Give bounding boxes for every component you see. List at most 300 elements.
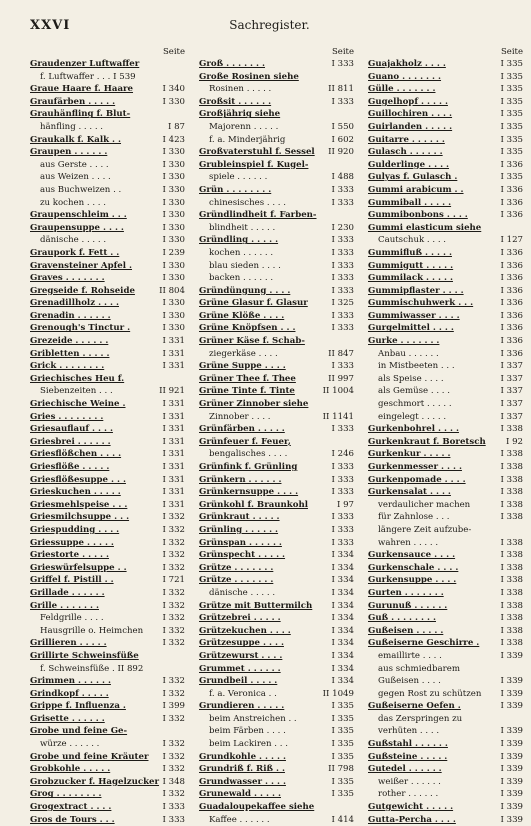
entry-page-ref: I 333 [162,802,185,813]
index-entry [199,121,354,134]
entry-term: Gurkenmesser . . . . [368,462,462,472]
entry-page-ref: I 332 [162,789,185,800]
index-entry [199,637,354,650]
entry-page-ref: I 336 [500,260,523,271]
entry-term: Grützekuchen . . . . [199,625,291,636]
entry-page-ref: I 331 [162,348,185,359]
entry-term: Grütze mit Buttermilch [199,600,313,611]
index-entry [199,108,354,121]
entry-term: Grenadin . . . . . . [30,310,111,321]
entry-page-ref: I 330 [162,273,185,284]
entry-page-ref: I 335 [500,134,523,145]
entry-page-ref: I 339 [500,802,523,813]
entry-page-ref: I 721 [162,575,185,586]
index-entry [368,688,523,701]
entry-page-ref: I 338 [500,575,523,586]
index-entry [30,537,185,550]
entry-term: Grün . . . . . . . . [199,184,272,195]
entry-term: wahren . . . . . [378,537,439,548]
entry-page-ref: I 339 [500,701,523,712]
entry-term: Griesauflauf . . . . [30,424,113,435]
entry-page-ref: I 330 [162,310,185,321]
entry-page-ref: I 332 [162,638,185,649]
index-entry [30,184,185,197]
entry-page-ref: I 332 [162,713,185,724]
index-entry [199,171,354,184]
entry-page-ref: I 550 [331,121,354,132]
entry-page-ref: I 337 [500,399,523,410]
entry-term: Gurkenschale . . . . [368,562,459,573]
entry-term: f. Luftwaffer . . . I 539 [40,71,136,82]
entry-page-ref: II 1141 [322,411,354,422]
entry-page-ref: I 338 [500,537,523,548]
entry-page-ref: I 127 [500,235,523,246]
entry-page-ref: I 339 [500,726,523,737]
entry-term: Gurunuß . . . . . . [368,600,448,611]
entry-page-ref: I 334 [331,562,354,573]
entry-term: Majorenn . . . . . [209,121,279,132]
entry-term: in Mistbeeten . . . [378,361,455,372]
entry-page-ref: II 997 [328,373,354,384]
entry-term: ziegerkäse . . . . [209,348,278,359]
entry-term: verhüten . . . . [378,726,440,737]
entry-term: Grobkohle . . . . . [30,764,111,775]
index-entry [368,83,523,96]
entry-page-ref: I 336 [500,298,523,309]
index-entry [199,348,354,361]
entry-page-ref: I 330 [162,298,185,309]
index-entry [30,474,185,487]
entry-page-ref: I 334 [331,650,354,661]
entry-term: Rosinen . . . . . [209,84,272,95]
index-entry [30,297,185,310]
entry-page-ref: I 335 [500,96,523,107]
entry-term: Grützebrei . . . . . [199,613,281,624]
entry-page-ref: I 335 [331,739,354,750]
entry-page-ref: I 330 [162,222,185,233]
index-entry [199,247,354,260]
entry-term: Gribletten . . . . . [30,348,110,359]
entry-term: Griesflöße . . . . . [30,462,110,472]
entry-term: Grüner Thee f. Thee [199,373,296,384]
index-entry [30,600,185,613]
index-entry [199,499,354,512]
entry-page-ref: I 339 [500,814,523,825]
entry-term: Grünfink f. Grünling [199,462,298,472]
index-entry [199,562,354,575]
entry-term: Gülle . . . . . . . [368,84,436,95]
entry-term: geschmort . . . . . [378,399,452,410]
entry-term: Grütze . . . . . . . [199,562,274,573]
entry-term: beim Anstreichen . . [209,713,297,724]
entry-page-ref: I 333 [331,512,354,523]
index-entry [368,751,523,764]
seite-label: Seite [162,47,185,57]
index-entry [199,58,354,71]
entry-term: längere Zeit aufzube- [378,524,472,535]
entry-term: Gurgelmittel . . . . [368,323,454,334]
index-entry [368,335,523,348]
entry-term: Cautschuk . . . . [378,235,447,246]
entry-term: Griesmilchsuppe . . . [30,512,130,523]
entry-term: Gurke . . . . . . . [368,336,440,347]
index-entry [30,360,185,373]
entry-term: Gummipflaster . . . . [368,285,464,296]
entry-page-ref: I 331 [162,487,185,498]
entry-term: Grobzucker f. Hagelzucker [30,776,160,787]
entry-term: Guirlanden . . . . . [368,121,453,132]
entry-page-ref: I 335 [500,59,523,69]
entry-page-ref: I 332 [162,625,185,636]
index-entry [199,524,354,537]
index-entry [368,524,523,537]
entry-term: hänfling . . . . . [40,121,104,132]
index-entry [30,197,185,210]
entry-term: aus schmiedbarem [378,663,461,674]
entry-page-ref: I 338 [500,613,523,624]
entry-term: Grieswürfelsuppe . . [30,562,127,573]
entry-page-ref: I 333 [331,424,354,435]
entry-term: Grunewald . . . . . [199,789,281,800]
entry-term: Grütze . . . . . . . [199,575,274,586]
entry-page-ref: I 330 [162,147,185,158]
index-entry [199,486,354,499]
index-entry [368,713,523,726]
entry-term: als Speise . . . . [378,373,444,384]
entry-term: Gutedel . . . . . . [368,764,442,775]
index-entry [199,184,354,197]
entry-page-ref: I 335 [331,726,354,737]
index-entry [199,272,354,285]
entry-term: Gummischuhwerk . . . [368,298,474,309]
entry-page-ref: I 334 [331,663,354,674]
index-entry [199,310,354,323]
entry-term: Guano . . . . . . . [368,71,442,82]
index-entry [199,146,354,159]
index-entry [30,146,185,159]
entry-page-ref: I 334 [331,613,354,624]
entry-page-ref: I 332 [162,587,185,598]
index-entry [199,663,354,676]
index-entry [199,751,354,764]
entry-term: Grundwasser . . . . [199,776,286,787]
entry-page-ref: I 333 [331,273,354,284]
entry-page-ref: I 336 [500,273,523,284]
entry-term: Grillieren . . . . . [30,638,107,649]
index-entry [30,814,185,826]
entry-term: Zinnober . . . . [209,411,271,422]
index-entry [30,247,185,260]
entry-term: Griesflößesuppe . . . [30,474,126,485]
entry-term: Graue Haare f. Haare [30,84,134,95]
entry-term: Grüne Knöpfsen . . . [199,323,296,334]
entry-term: Grobe und feine Kräuter [30,751,149,762]
entry-page-ref: I 230 [331,222,354,233]
index-entry [199,197,354,210]
index-entry [30,385,185,398]
entry-page-ref: I 339 [500,650,523,661]
index-entry [199,587,354,600]
index-entry [199,398,354,411]
entry-term: Grippe f. Influenza . [30,701,126,712]
entry-term: Gregseide f. Rohseide [30,285,135,296]
entry-term: chinesisches . . . . [209,197,286,208]
index-entry [30,675,185,688]
index-entry [30,549,185,562]
entry-term: Großvaterstuhl f. Sessel [199,147,315,158]
index-entry [30,700,185,713]
entry-term: Grog . . . . . . . . [30,789,102,800]
entry-term: Grundkohle . . . . . [199,751,286,762]
index-entry [199,222,354,235]
entry-term: Grüner Zinnober siehe [199,399,309,410]
entry-term: Gurkenkraut f. Boretsch [368,436,486,447]
entry-term: Grillirte Schweinsfüße [30,650,139,661]
entry-page-ref: I 336 [500,159,523,170]
entry-term: Grubleinspiel f. Kugel- [199,159,309,170]
index-entry [30,83,185,96]
entry-term: Gummifluß . . . . . [368,247,452,258]
entry-term: Großsit . . . . . . [199,96,272,107]
entry-page-ref: I 334 [331,638,354,649]
entry-page-ref: I 338 [500,512,523,523]
index-entry [199,360,354,373]
index-entry [199,335,354,348]
index-entry [30,285,185,298]
entry-page-ref: I 332 [162,764,185,775]
entry-term: spiele . . . . . . [209,172,268,183]
entry-page-ref: I 333 [331,462,354,472]
index-entry [368,373,523,386]
entry-page-ref: I 335 [500,71,523,82]
entry-term: backen . . . . . . [209,273,274,284]
index-column-2 [199,46,354,826]
entry-term: Gurkensauce . . . . [368,550,456,561]
entry-term: Große Rosinen siehe [199,71,299,82]
entry-term: Grünfärben . . . . . [199,424,285,435]
entry-page-ref: I 333 [331,260,354,271]
entry-page-ref: I 338 [500,424,523,435]
entry-page-ref: I 337 [500,386,523,397]
entry-term: Gurten . . . . . . . [368,587,444,598]
entry-page-ref: I 333 [331,285,354,296]
entry-page-ref: I 335 [331,789,354,800]
index-entry [30,688,185,701]
index-entry [30,663,185,676]
entry-page-ref: I 333 [331,323,354,334]
entry-page-ref: II 847 [328,348,354,359]
entry-term: blindheit . . . . . [209,222,276,233]
entry-term: rother . . . . . . [378,789,439,800]
entry-term: Gulderlinge . . . . [368,159,450,170]
entry-page-ref: I 332 [162,739,185,750]
entry-page-ref: I 331 [162,449,185,460]
entry-page-ref: I 337 [500,411,523,422]
index-entry [368,96,523,109]
index-entry [30,436,185,449]
index-entry [30,587,185,600]
entry-page-ref: I 333 [331,184,354,195]
index-entry [30,222,185,235]
entry-page-ref: I 330 [162,96,185,107]
index-entry [30,58,185,71]
entry-term: Graupork f. Fett . . [30,247,120,258]
index-entry [199,675,354,688]
entry-page-ref: I 338 [500,487,523,498]
index-entry [30,71,185,84]
entry-page-ref: II 920 [328,147,354,158]
entry-page-ref: I 92 [505,436,523,447]
index-entry [30,310,185,323]
index-entry [30,272,185,285]
index-entry [30,322,185,335]
index-entry [199,763,354,776]
entry-term: Hausgrille o. Heimchen [40,625,144,636]
index-entry [30,574,185,587]
entry-page-ref: I 336 [500,210,523,221]
entry-term: Gummigutt . . . . . [368,260,454,271]
entry-page-ref: I 602 [331,134,354,145]
entry-page-ref: I 340 [162,84,185,95]
index-entry [30,96,185,109]
entry-term: Graupenschleim . . . [30,210,127,221]
index-entry [199,738,354,751]
entry-term: weißer . . . . . . [378,776,441,787]
entry-term: eingelegt . . . . . [378,411,447,422]
index-entry [199,461,354,474]
index-entry [368,763,523,776]
index-entry [368,121,523,134]
index-entry [30,612,185,625]
entry-term: Griesflößchen . . . . [30,449,122,460]
index-entry [368,184,523,197]
seite-label: Seite [500,47,523,57]
index-entry [30,423,185,436]
entry-term: Gußsteine . . . . . [368,751,448,762]
entry-page-ref: I 339 [500,739,523,750]
entry-page-ref: I 338 [500,638,523,649]
entry-term: f. a. Minderjährig [209,134,286,145]
entry-page-ref: I 333 [331,361,354,372]
index-entry [368,310,523,323]
entry-page-ref: I 331 [162,462,185,472]
entry-page-ref: I 330 [162,184,185,195]
entry-term: Graudenzer Luftwaffer [30,59,140,69]
entry-term: Gummibonbons . . . . [368,210,468,221]
entry-page-ref: I 336 [500,336,523,347]
entry-term: f. a. Veronica . . [209,688,277,699]
entry-term: Grünkohl f. Braunkohl [199,499,308,510]
entry-page-ref: II 811 [328,84,354,95]
index-entry [199,234,354,247]
entry-page-ref: I 332 [162,600,185,611]
entry-page-ref: I 335 [500,109,523,120]
entry-page-ref: I 332 [162,676,185,687]
index-entry [368,108,523,121]
entry-page-ref: I 399 [162,701,185,712]
entry-term: Grieskuchen . . . . . [30,487,121,498]
index-entry [368,222,523,235]
index-entry [199,96,354,109]
index-entry [199,650,354,663]
page-header [30,18,509,36]
index-entry [368,398,523,411]
entry-page-ref: I 336 [500,348,523,359]
index-entry [368,260,523,273]
index-entry [30,738,185,751]
entry-term: blau sieden . . . . [209,260,281,271]
entry-page-ref: I 335 [500,84,523,95]
entry-term: Großjährig siehe [199,109,281,120]
entry-term: Griestorte . . . . . [30,550,110,561]
entry-page-ref: I 338 [500,462,523,472]
index-entry [368,537,523,550]
index-entry [30,788,185,801]
entry-page-ref: I 334 [331,676,354,687]
entry-term: Gros de Tours . . . [30,814,115,825]
index-entry [30,499,185,512]
entry-term: Guadaloupekaffee siehe [199,802,315,813]
index-entry [199,260,354,273]
page-title: Sachregister. [229,18,310,32]
page-number: XXVI [30,18,71,33]
entry-term: zu kochen . . . . [40,197,106,208]
index-entry [30,650,185,663]
index-entry [199,537,354,550]
index-entry [199,788,354,801]
index-entry [368,637,523,650]
entry-term: Gurkenbohrel . . . . [368,424,459,435]
entry-term: Gußeiserne Oefen . [368,701,461,712]
entry-term: Graves . . . . . . . [30,273,105,284]
entry-page-ref: I 87 [167,121,185,132]
entry-term: für Zahnlose . . . [378,512,450,523]
index-entry [368,146,523,159]
entry-page-ref: I 331 [162,436,185,447]
index-entry [199,411,354,424]
entry-page-ref: I 338 [500,449,523,460]
index-entry [30,751,185,764]
entry-term: bengalisches . . . . [209,449,288,460]
index-entry [368,574,523,587]
entry-page-ref: I 336 [500,310,523,321]
index-entry [368,650,523,663]
entry-term: emaillirte . . . . [378,650,442,661]
index-entry [368,700,523,713]
entry-page-ref: I 335 [500,147,523,158]
index-entry [368,612,523,625]
entry-term: Grimmen . . . . . . [30,676,111,687]
index-entry [199,725,354,738]
entry-term: Gurkenkur . . . . . [368,449,451,460]
index-entry [368,663,523,676]
entry-page-ref: I 332 [162,613,185,624]
entry-term: Grille . . . . . . . [30,600,100,611]
entry-page-ref: I 335 [331,751,354,762]
index-entry [30,725,185,738]
index-entry [368,385,523,398]
index-entry [368,411,523,424]
index-entry [368,71,523,84]
entry-page-ref: I 339 [500,764,523,775]
entry-page-ref: II 798 [328,764,354,775]
index-entry [199,385,354,398]
entry-page-ref: I 330 [162,260,185,271]
entry-term: Gußeiserne Geschirre . [368,638,480,649]
entry-term: Grisette . . . . . . [30,713,105,724]
entry-term: Grünspecht . . . . . [199,550,286,561]
entry-page-ref: I 339 [500,676,523,687]
